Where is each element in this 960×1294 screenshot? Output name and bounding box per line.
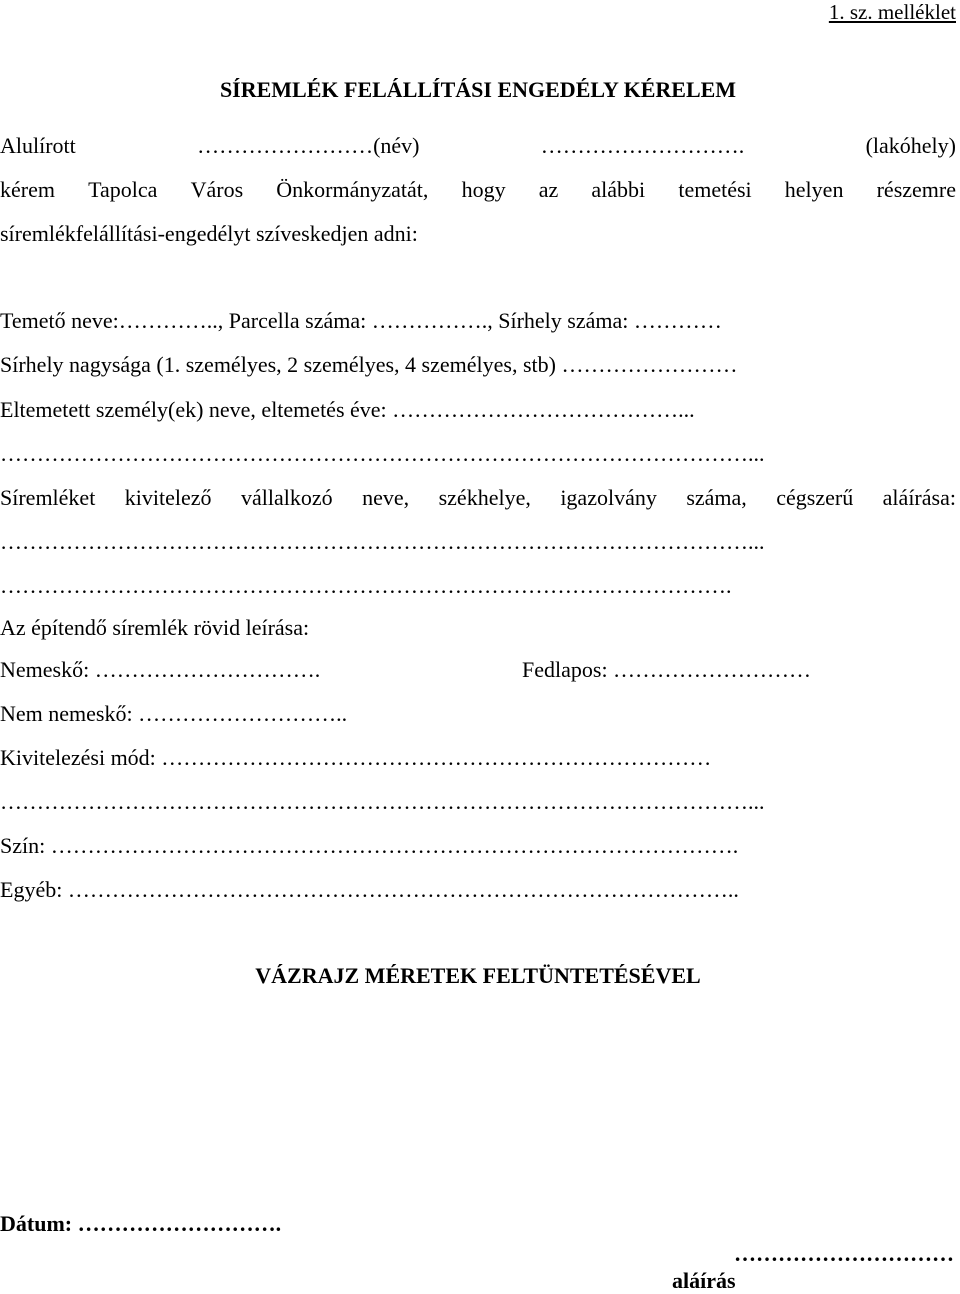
intro-word: Város [190, 177, 244, 202]
intro-word: hogy [461, 177, 506, 202]
contractor-word: cégszerű [776, 485, 854, 510]
contractor-word: neve, [362, 485, 410, 510]
annex-label: 1. sz. melléklet [828, 0, 956, 24]
intro-word: Önkormányzatát, [276, 177, 429, 202]
residence-blank[interactable]: ………………………. [540, 133, 745, 158]
nemesko-field[interactable]: Nemeskő: …………………………. [0, 657, 321, 682]
intro-word: alábbi [591, 177, 646, 202]
contractor-field-2[interactable]: ………………………………………………………………………………………. [0, 573, 732, 598]
sketch-title: VÁZRAJZ MÉRETEK FELTÜNTETÉSÉVEL [255, 963, 701, 988]
contractor-word: kivitelező [124, 485, 212, 510]
intro-word: Alulírott [0, 133, 76, 158]
intro-word: kérem [0, 177, 55, 202]
intro-word: részemre [876, 177, 956, 202]
fedlapos-field[interactable]: Fedlapos: ……………………… [522, 657, 812, 682]
nem-nemesko-field[interactable]: Nem nemeskő: ……………………….. [0, 701, 348, 726]
intro-line-1 [0, 133, 956, 159]
intro-line-3: síremlékfelállítási-engedélyt szíveskedjen adni: [0, 221, 418, 246]
description-heading: Az építendő síremlék rövid leírása: [0, 615, 310, 640]
egyeb-field[interactable]: Egyéb: ……………………………………………………………………………….. [0, 877, 739, 902]
buried-persons-field[interactable]: Eltemetett személy(ek) neve, eltemetés éve: …………………………………... [0, 397, 695, 422]
contractor-field-1[interactable]: …………………………………………………………………………………………... [0, 529, 765, 554]
contractor-word: székhelye, [438, 485, 531, 510]
contractor-word: aláírása: [882, 485, 956, 510]
contractor-word: vállalkozó [241, 485, 333, 510]
intro-word: helyen [784, 177, 844, 202]
intro-line-2 [0, 177, 956, 203]
contractor-word: Síremléket [0, 485, 96, 510]
intro-word: (lakóhely) [865, 133, 956, 158]
intro-word: az [538, 177, 559, 202]
intro-word: Tapolca [88, 177, 158, 202]
kivitelezesi-mod-continuation[interactable]: …………………………………………………………………………………………... [0, 789, 765, 814]
szin-field[interactable]: Szín: …………………………………………………………………………………. [0, 833, 739, 858]
form-title: SÍREMLÉK FELÁLLÍTÁSI ENGEDÉLY KÉRELEM [219, 77, 737, 102]
contractor-word: száma, [686, 485, 747, 510]
contractor-label [0, 485, 956, 511]
name-blank[interactable]: ……………………(név) [197, 133, 420, 158]
signature-line[interactable]: ………………………… [734, 1241, 954, 1266]
contractor-word: igazolvány [560, 485, 657, 510]
kivitelezesi-mod-field[interactable]: Kivitelezési mód: ………………………………………………………………… [0, 745, 712, 770]
date-field[interactable]: Dátum: ………………………. [0, 1211, 282, 1236]
buried-persons-continuation[interactable]: …………………………………………………………………………………………... [0, 441, 765, 466]
grave-size-field[interactable]: Sírhely nagysága (1. személyes, 2 személyes, 4 személyes, stb) …………………… [0, 352, 738, 377]
signature-label: aláírás [672, 1268, 736, 1293]
cemetery-parcel-grave-field[interactable]: Temető neve:………….., Parcella száma: ……………., Sírhely száma: ………… [0, 308, 722, 333]
intro-word: temetési [678, 177, 752, 202]
